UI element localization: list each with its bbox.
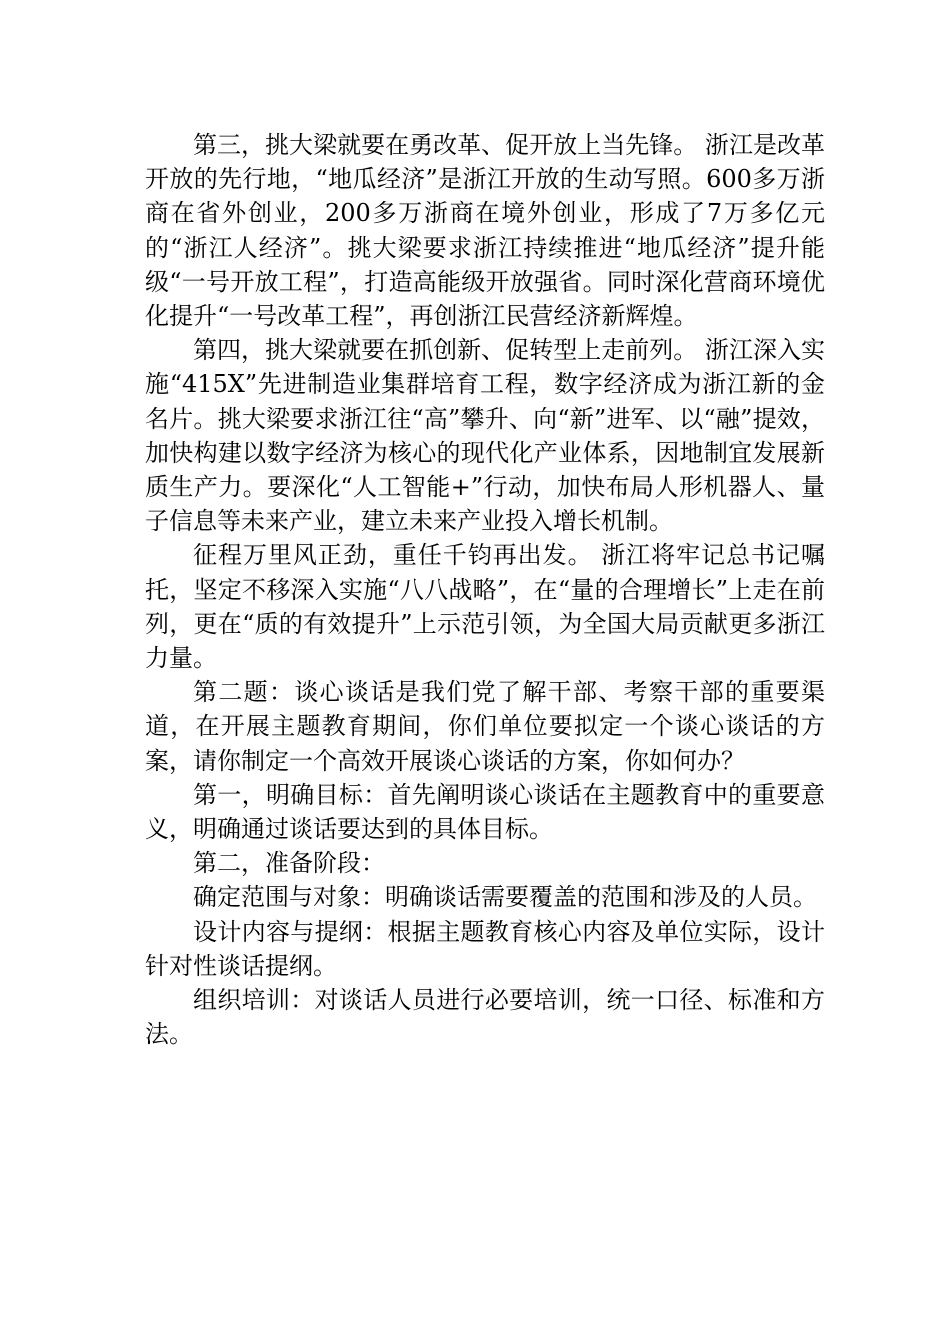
paragraph-organize-training: 组织培训：对谈话人员进行必要培训，统一口径、标准和方法。 <box>145 986 825 1049</box>
paragraph-reform-opening: 第三，挑大梁就要在勇改革、促开放上当先锋。 浙江是改革开放的先行地，“地瓜经济”是浙江开放的生动写照。600多万浙商在省外创业，200多万浙商在境外创业，形成了7万多亿元的“浙江人经济”。挑大梁要求浙江持续推进“地瓜经济”提升能级“一号开放工程”，打造高能级开放强省。同时深化营商环境优化提升“一号改革工程”，再创浙江民营经济新辉煌。 <box>145 131 825 331</box>
paragraph-content-outline: 设计内容与提纲：根据主题教育核心内容及单位实际，设计针对性谈话提纲。 <box>145 917 825 980</box>
paragraph-innovation-transformation: 第四，挑大梁就要在抓创新、促转型上走前列。 浙江深入实施“415X”先进制造业集群培育工程，数字经济成为浙江新的金名片。挑大梁要求浙江往“高”攀升、向“新”进军、以“融”提效，加快构建以数字经济为核心的现代化产业体系，因地制宜发展新质生产力。要深化“人工智能+”行动，加快布局人形机器人、量子信息等未来产业，建立未来产业投入增长机制。 <box>145 336 825 536</box>
paragraph-question-two: 第二题：谈心谈话是我们党了解干部、考察干部的重要渠道，在开展主题教育期间，你们单位要拟定一个谈心谈话的方案，请你制定一个高效开展谈心谈话的方案，你如何办？ <box>145 678 825 775</box>
paragraph-scope-and-targets: 确定范围与对象：明确谈话需要覆盖的范围和涉及的人员。 <box>193 883 817 912</box>
paragraph-step-define-goals: 第一，明确目标：首先阐明谈心谈话在主题教育中的重要意义，明确通过谈话要达到的具体目标。 <box>145 780 825 844</box>
paragraph-step-preparation: 第二，准备阶段： <box>193 849 385 878</box>
paragraph-conclusion: 征程万里风正劲，重任千钧再出发。 浙江将牢记总书记嘱托，坚定不移深入实施“八八战略”，在“量的合理增长”上走在前列，更在“质的有效提升”上示范引领，为全国大局贡献更多浙江力量。 <box>145 541 825 673</box>
document-page <box>145 128 825 1051</box>
